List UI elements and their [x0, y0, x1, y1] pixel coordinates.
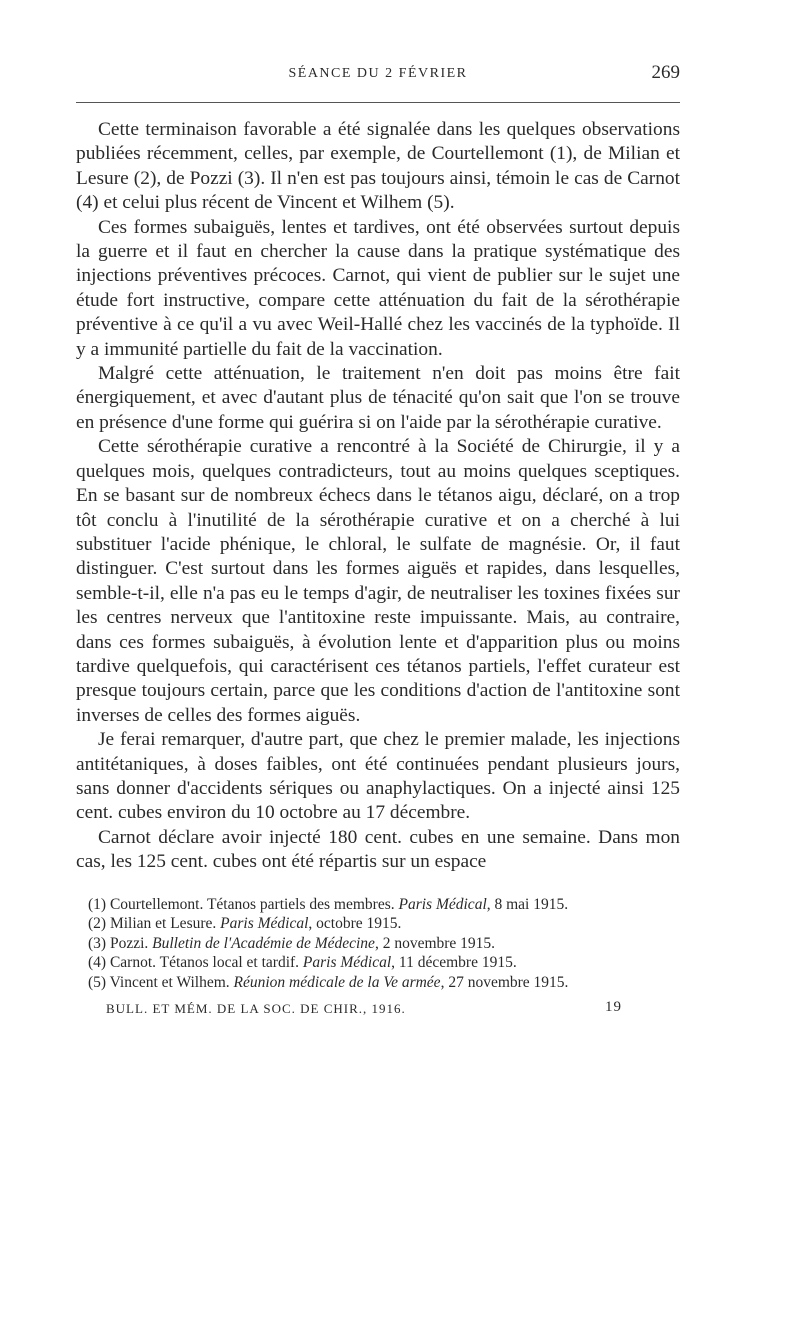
footnote-source: Bulletin de l'Académie de Médecine	[152, 934, 375, 952]
footnote-source: Paris Médical	[220, 915, 309, 933]
footnote-text: (4) Carnot. Tétanos local et tardif.	[88, 954, 303, 972]
footnote-text: , 11 décembre 1915.	[391, 954, 517, 972]
footnote-text: (5) Vincent et Wilhem.	[88, 973, 234, 991]
signature-mark: 19	[605, 998, 622, 1015]
footnote	[76, 934, 680, 954]
footnote	[76, 953, 680, 973]
footnote	[76, 895, 680, 915]
footnote-text: , 2 novembre 1915.	[374, 934, 496, 952]
paragraph: Cette terminaison favorable a été signalée dans les quelques observations publiées récemment, celles, par exemple, de Courtellemont (1), de Milian et Lesure (2), de Pozzi (3). Il n'en est pas toujours ainsi, témoin le cas de Carnot (4) et celui plus récent de Vincent et Wilhem (5).	[76, 119, 680, 214]
footnote-source: Paris Médical	[302, 954, 392, 972]
footnote-text: (2) Milian et Lesure.	[88, 915, 221, 933]
paragraph: Ces formes subaiguës, lentes et tardives, ont été observées surtout depuis la guerre et il faut en chercher la cause dans la pratique systématique des injections préventives précoces. Carnot, qui vient de publier sur le sujet une étude fort instructive, compare cette atténuation du fait de la sérothérapie préventive à ce qu'il a vu avec Weil-Hallé chez les vaccinés de la typhoïde. Il y a immunité partielle du fait de la vaccination.	[76, 216, 680, 360]
footnote-source: Paris Médical	[398, 895, 487, 913]
running-head	[76, 58, 680, 88]
paragraph: Je ferai remarquer, d'autre part, que chez le premier malade, les injections antitétaniques, à doses faibles, ont été continuées pendant plusieurs jours, sans donner d'accidents sériques ou anaphylactiques. On a injecté ainsi 125 cent. cubes environ du 10 octobre au 17 décembre.	[76, 729, 680, 824]
body-text	[76, 118, 680, 875]
footnote-text: (3) Pozzi.	[88, 934, 153, 952]
page-number: 269	[651, 62, 680, 83]
footnote-text: , 8 mai 1915.	[486, 895, 569, 913]
page-footer	[76, 998, 680, 1021]
footnote	[76, 973, 680, 993]
journal-citation: BULL. ET MÉM. DE LA SOC. DE CHIR., 1916.	[106, 1000, 406, 1016]
header-rule	[76, 102, 680, 103]
footnote-text: , octobre 1915.	[308, 915, 402, 933]
paragraph: Cette sérothérapie curative a rencontré à la Société de Chirurgie, il y a quelques mois, quelques contradicteurs, tout au moins quelques sceptiques. En se basant sur de nombreux échecs dans le tétanos aigu, déclaré, on a trop tôt conclu à l'inutilité de la sérothérapie curative et on a cherché à lui substituer l'acide phénique, le chloral, le sulfate de magnésie. Or, il faut distinguer. C'est surtout dans les formes aiguës et rapides, dans lesquelles, semble-t-il, elle n'a pas eu le temps d'agir, de neutraliser les toxines fixées sur les centres nerveux que l'antitoxine reste impuissante. Mais, au contraire, dans ces formes subaiguës, à évolution lente et d'apparition plus ou moins tardive quelquefois, qui caractérisent ces tétanos partiels, l'effet curateur est presque toujours certain, parce que les conditions d'action de l'antitoxine sont inverses de celles des formes aiguës.	[76, 436, 680, 726]
footnote	[76, 914, 680, 934]
footnote-text: (1) Courtellemont. Tétanos partiels des membres.	[88, 895, 399, 913]
page	[76, 58, 680, 1021]
paragraph: Carnot déclare avoir injecté 180 cent. cubes en une semaine. Dans mon cas, les 125 cent. cubes ont été répartis sur un espace	[76, 826, 680, 873]
footnote-source: Réunion médicale de la Ve armée	[233, 973, 441, 991]
footnotes	[76, 895, 680, 993]
running-title: SÉANCE DU 2 FÉVRIER	[288, 66, 468, 81]
paragraph: Malgré cette atténuation, le traitement n'en doit pas moins être fait énergiquement, et avec d'autant plus de ténacité qu'on sait que l'on se trouve en présence d'une forme qui guérira si on l'aide par la sérothérapie curative.	[76, 363, 680, 433]
footnote-text: , 27 novembre 1915.	[440, 973, 569, 991]
